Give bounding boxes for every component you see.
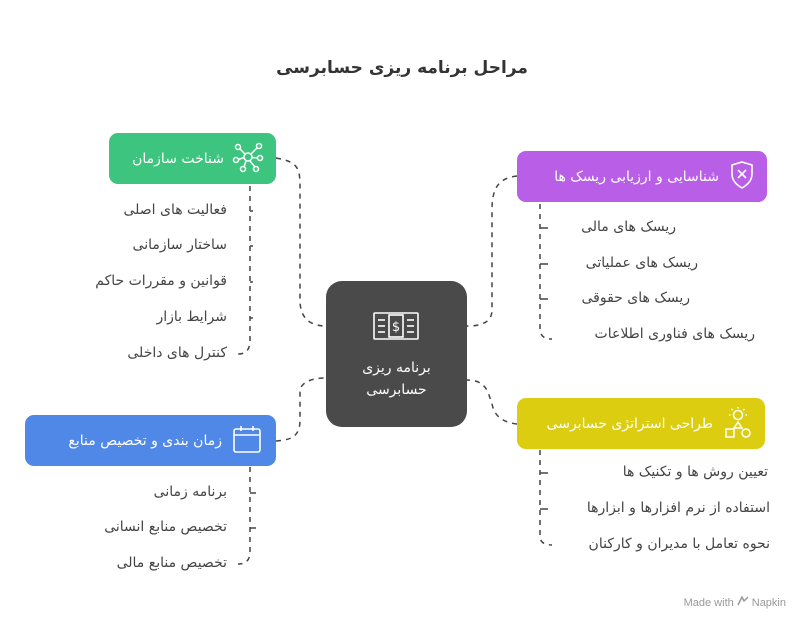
risk-item: ریسک های حقوقی bbox=[581, 290, 690, 306]
napkin-watermark bbox=[684, 596, 786, 609]
branch-strategy bbox=[517, 398, 765, 449]
connector-org-items bbox=[238, 186, 250, 354]
connector-risk bbox=[467, 176, 517, 326]
org-item: ساختار سازمانی bbox=[132, 237, 227, 253]
risk-item: ریسک های مالی bbox=[581, 219, 676, 235]
connector-strategy bbox=[467, 380, 517, 424]
strategy-item: تعیین روش ها و تکنیک ها bbox=[622, 464, 768, 480]
connector-strategy-items bbox=[540, 450, 552, 545]
branch-strategy-label: طراحی استراتژی حسابرسی bbox=[546, 415, 713, 432]
schedule-item: تخصیص منابع مالی bbox=[116, 555, 227, 571]
money-bill-icon bbox=[372, 311, 420, 345]
org-item: قوانین و مقررات حاکم bbox=[95, 273, 227, 289]
branch-risk bbox=[517, 151, 767, 202]
schedule-item: تخصیص منابع انسانی bbox=[104, 519, 227, 535]
connector-org bbox=[276, 158, 326, 326]
center-label-line1: برنامه ریزی bbox=[362, 360, 431, 376]
footer-brand: Napkin bbox=[751, 596, 786, 609]
connector-schedule-items bbox=[238, 467, 250, 564]
branch-schedule bbox=[25, 415, 276, 466]
branch-schedule-label: زمان بندی و تخصیص منابع bbox=[68, 432, 222, 449]
risk-item: ریسک های فناوری اطلاعات bbox=[594, 326, 755, 342]
branch-risk-label: شناسایی و ارزیابی ریسک ها bbox=[554, 168, 719, 185]
footer-made-with: Made with bbox=[683, 596, 734, 609]
risk-item: ریسک های عملیاتی bbox=[585, 255, 698, 271]
center-label-line2: حسابرسی bbox=[366, 382, 427, 398]
strategy-item: نحوه تعامل با مدیران و کارکنان bbox=[588, 536, 770, 552]
schedule-item: برنامه زمانی bbox=[153, 484, 227, 500]
org-item: شرایط بازار bbox=[156, 309, 227, 325]
center-node bbox=[326, 281, 467, 427]
connector-schedule bbox=[276, 378, 326, 441]
branch-org bbox=[109, 133, 276, 184]
lightbulb-shapes-icon bbox=[723, 406, 753, 442]
network-icon bbox=[232, 141, 264, 177]
connector-risk-items bbox=[540, 204, 552, 339]
calendar-icon bbox=[232, 424, 262, 458]
shield-x-icon bbox=[729, 160, 755, 194]
strategy-item: استفاده از نرم افزارها و ابزارها bbox=[586, 500, 770, 516]
branch-org-label: شناخت سازمان bbox=[132, 150, 224, 167]
org-item: فعالیت های اصلی bbox=[123, 202, 227, 218]
org-item: کنترل های داخلی bbox=[127, 345, 227, 361]
svg-text:$: $ bbox=[391, 320, 401, 335]
page-title: مراحل برنامه ریزی حسابرسی bbox=[276, 58, 528, 78]
napkin-logo-icon bbox=[737, 596, 749, 609]
